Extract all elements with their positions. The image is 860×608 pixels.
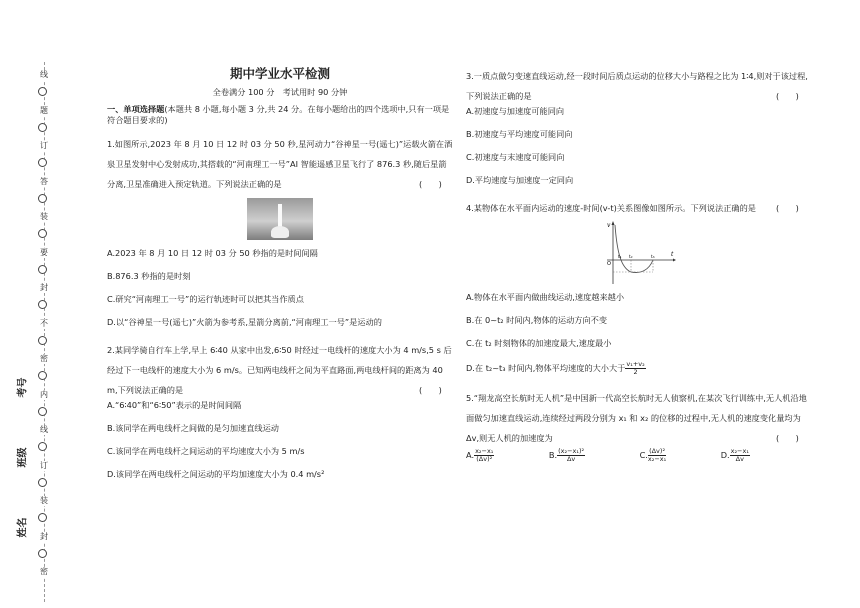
binding-hole-icon — [38, 336, 47, 345]
option-d: D.以“谷神星一号(遥七)”火箭为参考系,星箭分离前,“河南理工一号”是运动的 — [107, 317, 382, 327]
option-b: B.该同学在两电线杆之间做的是匀加速直线运动 — [107, 423, 279, 433]
answer-paren: ( ) — [776, 433, 799, 443]
gutter-mark: 不 — [37, 319, 51, 329]
rocket-launch-image — [247, 198, 313, 240]
gutter-mark: 内 — [37, 390, 51, 400]
t-axis-arrow — [673, 259, 676, 262]
t-label: t — [671, 251, 674, 258]
option-b: B.初速度与平均速度可能同向 — [466, 129, 573, 139]
smoke-plume — [271, 226, 289, 238]
gutter-mark: 线 — [37, 70, 51, 80]
gutter-mark: 密 — [37, 354, 51, 364]
right-column — [466, 66, 810, 467]
option-a: A.物体在水平面内做曲线运动,速度越来越小 — [466, 292, 625, 302]
gutter-mark: 装 — [37, 496, 51, 506]
option-a: A. $\frac{\text{x₂−x₁}}{\text{(Δv)²}}$ — [466, 447, 494, 463]
section-heading: 一、单项选择题(本题共 8 小题,每小题 3 分,共 24 分。在每小题给出的四个选项中,只有一项是符合题目要求的) — [107, 104, 450, 125]
gutter-mark: 装 — [37, 212, 51, 222]
option-b: B.876.3 秒指的是时刻 — [107, 271, 191, 281]
binding-hole-icon — [38, 158, 47, 167]
binding-gutter — [0, 0, 100, 608]
binding-hole-icon — [38, 300, 47, 309]
field-name: 姓名 — [17, 517, 29, 537]
answer-paren: ( ) — [419, 179, 442, 189]
option-b: B. $\frac{\text{(x₂−x₁)²}}{\Delta v}$ — [548, 447, 585, 463]
binding-hole-icon — [38, 407, 47, 416]
options-row — [466, 448, 810, 463]
binding-hole-icon — [38, 549, 47, 558]
option-d: D.在 t₂~t₃ 时间内,物体平均速度的大小大于 $\frac{\text{v₁+v₂}}{2}$ — [466, 360, 645, 376]
option-c: C.研究“河南理工一号”的运行轨迹时可以把其当作质点 — [107, 294, 304, 304]
binding-hole-icon — [38, 478, 47, 487]
binding-hole-icon — [38, 87, 47, 96]
question-1: 1.如图所示,2023 年 8 月 10 日 12 时 03 分 50 秒,星河动力“谷神星一号(遥七)”运载火箭在酒泉卫星发射中心发射成功,其搭载的“河南理工一号”AI 智能遥感卫星飞行了 876.3 秒,随后星箭分离,卫星准确进入预定轨道。下列说法正确的是 ( ) A.2023 年 8 月 10 日 12 时 03 分 50 秒指的是时间间隔 B.876.3 秒指的是时刻 C.研究“河南理工一号”的运行轨迹时可以把其当作质点 D.以“谷神星一号(遥七)”火箭为参考系,星箭分离前,“河南理工一号”是运动的 — [107, 139, 453, 327]
answer-paren: ( ) — [419, 385, 442, 395]
option-a: A.2023 年 8 月 10 日 12 时 03 分 50 秒指的是时间间隔 — [107, 248, 318, 258]
velocity-curve — [615, 225, 653, 273]
binding-hole-icon — [38, 194, 47, 203]
gutter-mark: 密 — [37, 567, 51, 577]
answer-paren: ( ) — [776, 203, 799, 213]
question-4: 4.某物体在水平面内运动的速度-时间(v-t)关系图像如图所示。下列说法正确的是 ( ) v t O t₁ t₂ t₃ A.物体在水平面内做曲线运动,速度越来越小 B.在 0~t₂ 时间内,物体的运动方向不变 C.在 t₂ 时刻物体的加速度最大,速度最小 D.在 t₂~t₃ 时间内,物体平均速度的大小大于 $\frac{\text{v₁+v₂}}{2}$ — [466, 198, 810, 376]
question-2: 2.某同学骑自行车上学,早上 6∶40 从家中出发,6∶50 时经过一电线杆的速度大小为 4 m/s,5 s 后经过下一电线杆的速度大小为 6 m/s。已知两电线杆之间为平直路面,两电线杆间的距离为 40 m,下列说法正确的是 ( ) A.“6∶40”和“6∶50”表示的是时间间隔 B.该同学在两电线杆之间做的是匀加速直线运动 C.该同学在两电线杆之间运动的平均速度大小为 5 m/s D.该同学在两电线杆之间运动的平均加速度大小为 0.4 m/s² — [107, 345, 452, 479]
option-c: C.在 t₂ 时刻物体的加速度最大,速度最小 — [466, 338, 612, 348]
gutter-mark: 要 — [37, 248, 51, 258]
gutter-mark: 题 — [37, 106, 51, 116]
gutter-mark: 封 — [37, 283, 51, 293]
question-5: 5.“翔龙高空长航时无人机”是中国新一代高空长航时无人侦察机,在某次飞行训练中,无人机沿地面做匀加速直线运动,连续经过两段分别为 x₁ 和 x₂ 的位移的过程中,无人机的速度变化量均为Δv,则无人机的加速度为 ( ) A. $\frac{\text{x₂−x₁}}{\text{(Δv)²}}$ B. $\frac{\text{(x₂−x₁)²}}{\Delta v}$ C. $\frac{\text{(Δv)²}}{\text{x₂−x₁}}$ D. $\frac{\text{x₂−x₁}}{\Delta v}$ — [466, 388, 810, 463]
gutter-mark: 封 — [37, 532, 51, 542]
t2-label: t₂ — [629, 255, 633, 260]
page-subtitle: 全卷满分 100 分 考试用时 90 分钟 — [212, 87, 348, 97]
page-title: 期中学业水平检测 — [229, 66, 330, 81]
rocket-icon — [278, 204, 282, 228]
vt-graph — [599, 220, 677, 286]
question-3: 3.一质点做匀变速直线运动,经一段时间后质点运动的位移大小与路程之比为 1∶4,则对于该过程,下列说法正确的是 ( ) A.初速度与加速度可能同向 B.初速度与平均速度可能同向 C.初速度与末速度可能同向 D.平均速度与加速度一定同向 — [466, 66, 810, 186]
binding-hole-icon — [38, 123, 47, 132]
v-axis-arrow — [612, 221, 615, 225]
option-a: A.初速度与加速度可能同向 — [466, 106, 565, 116]
left-column — [107, 66, 453, 492]
binding-hole-icon — [38, 442, 47, 451]
gutter-mark: 线 — [37, 425, 51, 435]
gutter-mark: 答 — [37, 177, 51, 187]
v-label: v — [607, 222, 611, 229]
option-b: B.在 0~t₂ 时间内,物体的运动方向不变 — [466, 315, 608, 325]
binding-hole-icon — [38, 371, 47, 380]
field-class: 班级 — [17, 447, 29, 467]
answer-paren: ( ) — [776, 91, 799, 101]
binding-hole-icon — [38, 265, 47, 274]
option-d: D. $\frac{\text{x₂−x₁}}{\Delta v}$ — [720, 447, 749, 463]
option-c: C.初速度与末速度可能同向 — [466, 152, 565, 162]
option-c: C.该同学在两电线杆之间运动的平均速度大小为 5 m/s — [107, 446, 305, 456]
fraction: $\frac{\text{v₁+v₂}}{2}$ — [626, 360, 645, 376]
t3-label: t₃ — [651, 255, 655, 260]
option-d: D.平均速度与加速度一定同向 — [466, 175, 574, 185]
option-a: A.“6∶40”和“6∶50”表示的是时间间隔 — [107, 400, 242, 410]
gutter-mark: 订 — [37, 141, 51, 151]
field-exam-number: 考号 — [17, 377, 29, 397]
origin-label: O — [607, 261, 611, 267]
option-d: D.该同学在两电线杆之间运动的平均加速度大小为 0.4 m/s² — [107, 469, 325, 479]
binding-hole-icon — [38, 229, 47, 238]
gutter-mark: 订 — [37, 461, 51, 471]
option-c: C. $\frac{\text{(Δv)²}}{\text{x₂−x₁}}$ — [639, 447, 667, 463]
binding-hole-icon — [38, 513, 47, 522]
t1-label: t₁ — [618, 255, 622, 260]
